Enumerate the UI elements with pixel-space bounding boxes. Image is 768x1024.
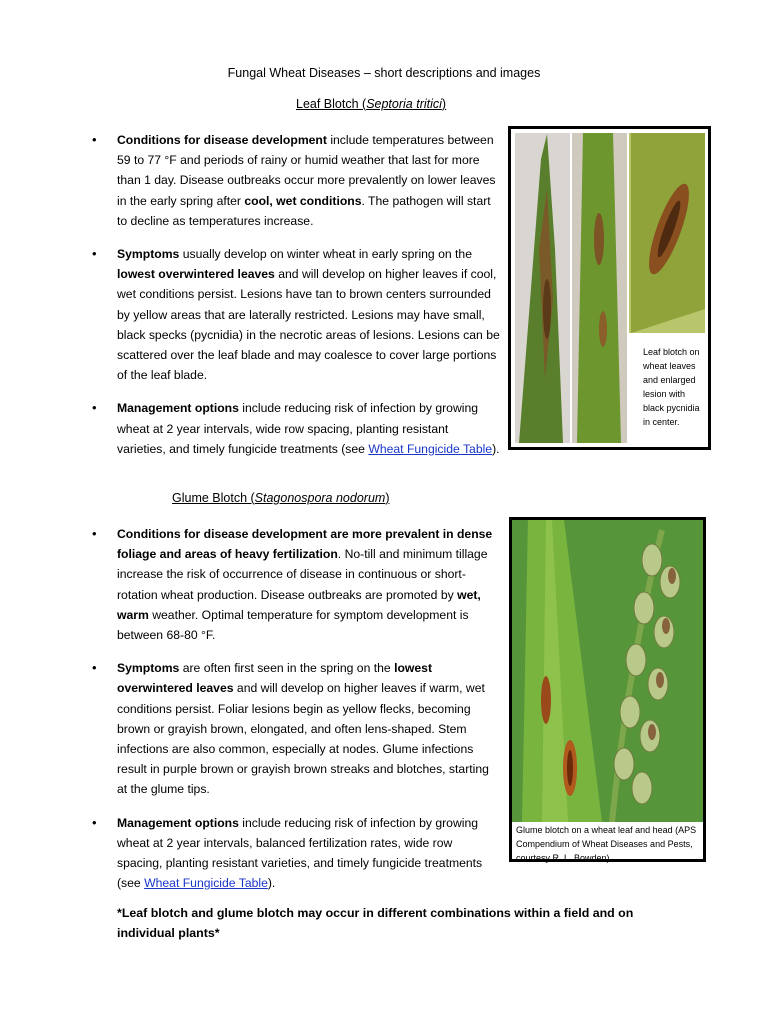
leaf-blotch-management: • Management options include reducing risk of infection by growing wheat at 2 year intervals, wide row spacing, planting resistant varieties, and timely fungicide treatments (see Wheat Fungicide Table). [90,398,500,459]
glume-blotch-caption: Glume blotch on a wheat leaf and head (APS Compendium of Wheat Diseases and Pests, courtesy R. L. Bowden) [516,825,697,863]
glume-blotch-photo [512,520,703,822]
glume-blotch-symptoms: • Symptoms are often first seen in the spring on the lowest overwintered leaves and will develop on higher leaves if warm, wet conditions persist. Foliar lesions begin as yellow flecks, becoming brown or grayish brown, elongated, and often lens-shaped. Stem infections are also common, especially at nodes. Glume infections result in purple brown or grayish brown streaks and blotches, starting at the glume tips. [90,658,500,799]
glume-blotch-figure [509,517,706,862]
glume-blotch-conditions: • Conditions for disease development are more prevalent in dense foliage and areas of heavy fertilization. No-till and minimum tillage increase the risk of occurrence of disease in continuous or short-rotation wheat production. Disease outbreaks are promoted by wet, warm weather. Optimal temperature for symptom development is between 68-80 °F. [90,524,500,645]
wheat-fungicide-table-link-2[interactable]: Wheat Fungicide Table [144,876,268,891]
glume-blotch-management: • Management options include reducing risk of infection by growing wheat at 2 year intervals, balanced fertilization rates, wide row spacing, planting resistant varieties, and timely fungicide treatments (see Wheat Fungicide Table). [90,813,500,894]
document-title: Fungal Wheat Diseases – short descriptions and images [227,66,541,80]
leaf-blotch-conditions: • Conditions for disease development include temperatures between 59 to 77 °F and periods of rainy or humid weather that last for more than 1 day. Disease outbreaks occur more prevalently on lower leaves in the early spring after cool, wet conditions. The pathogen will start to decline as temperatures increase. [90,130,500,231]
footnote: *Leaf blotch and glume blotch may occur in different combinations within a field and on individual plants* [117,906,634,940]
wheat-fungicide-table-link[interactable]: Wheat Fungicide Table [368,441,493,456]
leaf-blotch-pathogen: Septoria tritici [366,97,442,111]
leaf-blotch-heading: Leaf Blotch (Septoria tritici) [296,97,447,111]
glume-blotch-list [90,524,500,893]
leaf-blotch-caption: Leaf blotch on wheat leaves and enlarged lesion with black pycnidia in center. [643,347,700,427]
glume-blotch-pathogen: Stagonospora nodorum [254,491,386,505]
leaf-blotch-symptoms: • Symptoms usually develop on winter wheat in early spring on the lowest overwintered leaves and will develop on higher leaves if cool, wet conditions persist. Lesions have tan to brown centers surrounded by yellow areas that are laterally restricted. Lesions may have small, black specks (pycnidia) in the necrotic areas of lesions. Lesions can be scattered over the leaf blade and may coalesce to cover large portions of the leaf blade. [90,244,500,385]
leaf-blotch-list [90,130,500,459]
glume-blotch-heading: Glume Blotch (Stagonospora nodorum) [172,491,390,505]
leaf-blotch-figure [508,126,711,450]
